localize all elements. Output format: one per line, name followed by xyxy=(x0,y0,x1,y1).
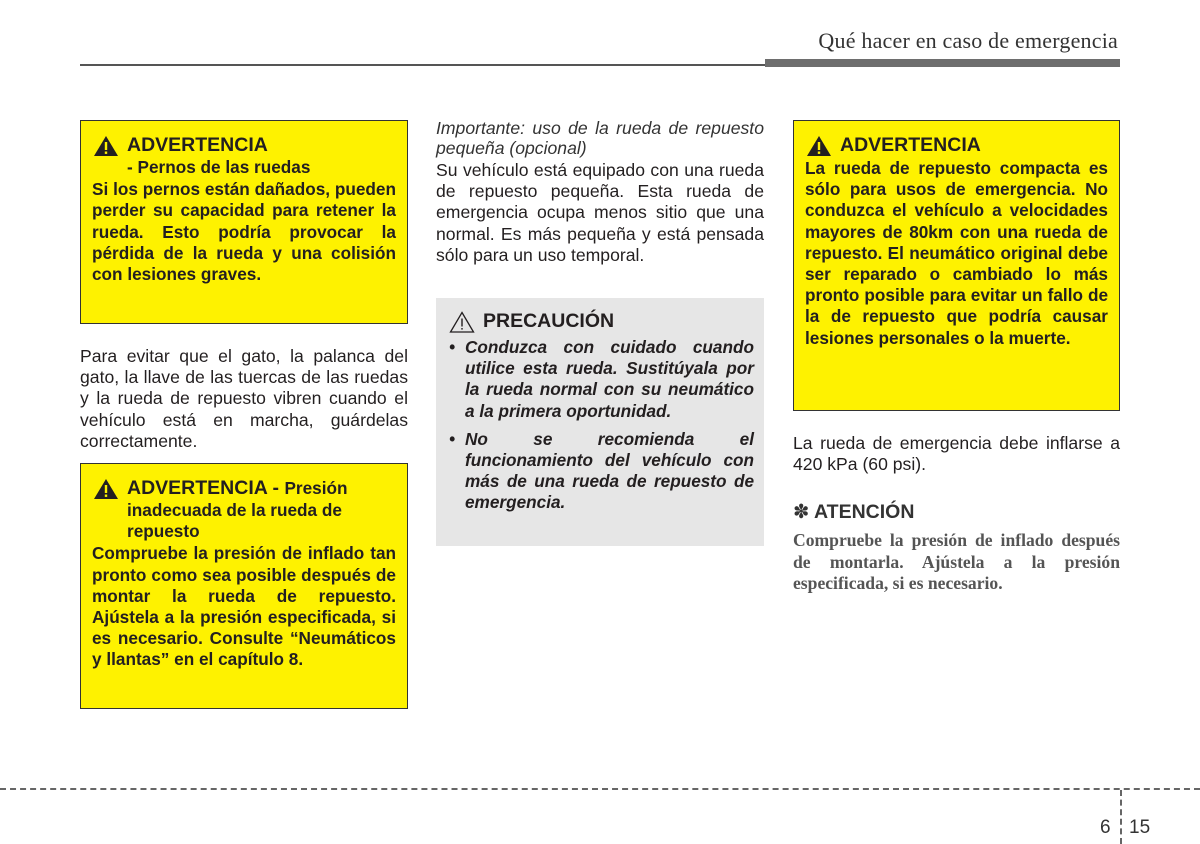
spare-section-heading: Importante: uso de la rueda de repuesto pequeña (opcional) xyxy=(436,118,764,158)
caution-item xyxy=(449,337,754,422)
footer-dashed-rule xyxy=(0,788,1200,790)
bullet: • xyxy=(449,337,456,357)
caution-item xyxy=(449,429,754,514)
page-header-title: Qué hacer en caso de emergencia xyxy=(818,28,1118,53)
warning-header xyxy=(92,476,396,500)
attention-body: Compruebe la presión de inflado después de montarla. Ajústela a la presión especificada, si es necesario. xyxy=(793,530,1120,593)
caution-item-text: No se recomienda el funcionamiento del vehículo con más de una rueda de repuesto de emergencia. xyxy=(465,428,754,513)
warning-triangle-icon xyxy=(806,135,832,157)
caution-item-text: Conduzca con cuidado cuando utilice esta rueda. Sustitúyala por la rueda normal con su neumático a la primera oportunidad. xyxy=(465,337,754,421)
warning-triangle-icon xyxy=(93,135,119,157)
warning-subtitle-inline: Presión xyxy=(284,478,348,498)
caution-title: PRECAUCIÓN xyxy=(483,310,615,332)
paragraph-inflation: La rueda de emergencia debe inflarse a 420 kPa (60 psi). xyxy=(793,433,1120,475)
header-rule-thin xyxy=(80,64,765,66)
warning-title: ADVERTENCIA xyxy=(840,134,981,156)
header-rule-thick xyxy=(765,59,1120,67)
warning-body: Si los pernos están dañados, pueden perder su capacidad para retener la rueda. Esto podría provocar la pérdida de la rueda y una colisión con lesiones graves. xyxy=(92,179,396,285)
warning-header xyxy=(805,133,1108,157)
caution-list xyxy=(449,337,754,514)
warning-title-text: ADVERTENCIA - xyxy=(127,477,280,499)
footer-dashed-divider xyxy=(1120,790,1122,844)
warning-header xyxy=(92,133,396,157)
spare-section xyxy=(436,118,764,266)
warning-box-wheel-bolts xyxy=(80,120,408,324)
warning-box-compact-spare xyxy=(793,120,1120,411)
warning-title xyxy=(127,476,348,500)
warning-body: Compruebe la presión de inflado tan pronto como sea posible después de montar la rueda de repuesto. Ajústela a la presión especificada, si es necesario. Consulte “Neumáticos y llantas” en el capítulo 8. xyxy=(92,543,396,670)
warning-box-spare-pressure xyxy=(80,463,408,709)
caution-header xyxy=(449,310,754,333)
spare-section-body: Su vehículo está equipado con una rueda de repuesto pequeña. Esta rueda de emergencia ocupa menos sitio que una normal. Es más pequeña y está pensada sólo para un uso temporal. xyxy=(436,160,764,265)
attention-asterisk-icon: ✽ xyxy=(793,501,810,523)
caution-triangle-icon xyxy=(449,311,475,333)
warning-subtitle: inadecuada de la rueda de repuesto xyxy=(127,500,342,542)
attention-header xyxy=(793,500,914,524)
paragraph-storage: Para evitar que el gato, la palanca del gato, la llave de las tuercas de las ruedas y la rueda de repuesto vibren cuando el vehículo está en marcha, guárdelas correctamente. xyxy=(80,346,408,451)
warning-body: La rueda de repuesto compacta es sólo para usos de emergencia. No conduzca el vehículo a velocidades mayores de 80km con una rueda de repuesto. El neumático original debe ser reparado o cambiado lo más pronto posible para evitar un fallo de la de repuesto que podría causar lesiones personales o la muerte. xyxy=(805,158,1108,348)
chapter-number: 6 xyxy=(1100,817,1111,838)
warning-subtitle: - Pernos de las ruedas xyxy=(127,157,311,177)
caution-box xyxy=(436,298,764,546)
attention-title: ATENCIÓN xyxy=(814,501,915,523)
bullet: • xyxy=(449,428,456,449)
warning-triangle-icon xyxy=(93,478,119,500)
warning-title: ADVERTENCIA xyxy=(127,134,268,156)
page-number: 15 xyxy=(1129,817,1151,838)
